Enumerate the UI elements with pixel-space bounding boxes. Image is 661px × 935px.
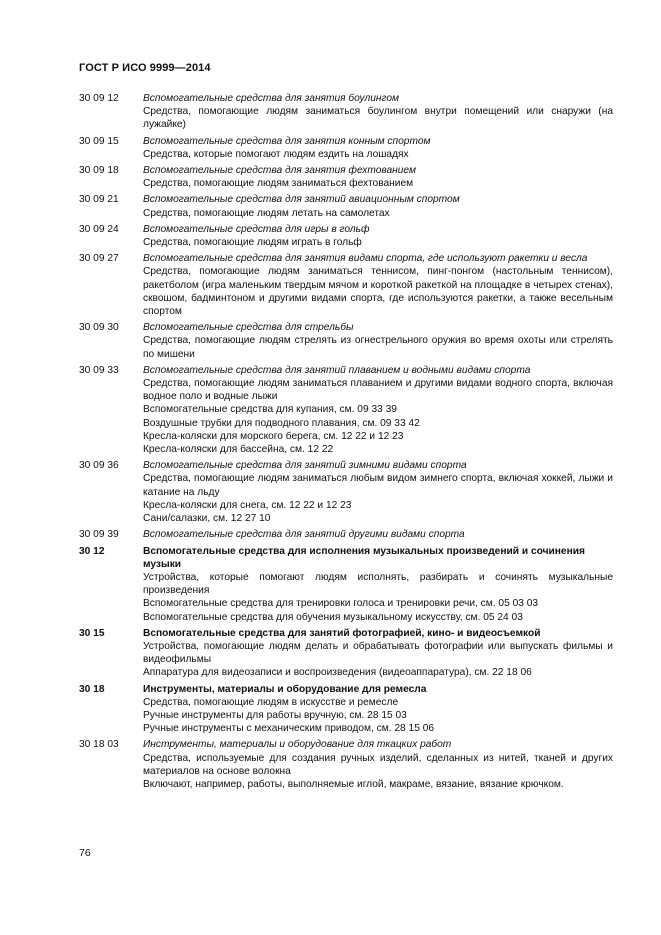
entry-line: Воздушные трубки для подводного плавания, см. 09 33 42: [143, 417, 420, 429]
entry-title: Вспомогательные средства для занятий плаванием и водными видами спорта: [143, 364, 531, 376]
entry-body: [143, 683, 613, 736]
entry-line: Включают, например, работы, выполняемые иглой, макраме, вязание, вязание крючком.: [143, 778, 564, 790]
entry-body: [143, 252, 613, 318]
classification-entry: [79, 683, 613, 736]
entry-line: Вспомогательные средства для обучения музыкальному искусству, см. 05 24 03: [143, 611, 523, 623]
entry-line: Устройства, которые помогают людям исполнять, разбирать и сочинять музыкальные произведения: [143, 571, 613, 597]
entry-line: Сани/салазки, см. 12 27 10: [143, 513, 271, 525]
entry-line: Ручные инструменты с механическим приводом, см. 28 15 06: [143, 723, 435, 735]
entry-code: 30 15: [79, 627, 105, 639]
classification-entry: [79, 252, 613, 318]
entry-title: Инструменты, материалы и оборудование для ткацких работ: [143, 739, 452, 751]
entry-line: Устройства, помогающие людям делать и обрабатывать фотографии или выпускать фильмы и видеофильмы: [143, 640, 613, 666]
entry-line: Средства, помогающие людям в искусстве и ремесле: [143, 696, 399, 708]
classification-list: [79, 92, 613, 794]
entry-body: [143, 321, 613, 361]
entry-body: [143, 459, 613, 525]
entry-body: [143, 528, 613, 541]
entry-line: Средства, помогающие людям заниматься плаванием и другими видами водного спорта, включая водное поло и водные лыжи: [143, 378, 613, 403]
classification-entry: [79, 528, 613, 541]
entry-code: 30 09 30: [79, 322, 119, 334]
classification-entry: [79, 92, 613, 132]
entry-title: Вспомогательные средства для занятия видами спорта, где используют ракетки и весла: [143, 253, 588, 265]
entry-title: Вспомогательные средства для занятий другими видами спорта: [143, 529, 465, 541]
classification-entry: [79, 738, 613, 791]
entry-line: Средства, используемые для создания ручных изделий, сделанных из нитей, тканей и других материалов на основе волокна: [143, 752, 613, 777]
entry-code: 30 12: [79, 545, 105, 557]
entry-code: 30 09 24: [79, 223, 119, 235]
entry-title: Вспомогательные средства для занятия боулингом: [143, 93, 400, 104]
entry-body: [143, 545, 613, 624]
entry-code: 30 18: [79, 683, 105, 695]
entry-body: [143, 738, 613, 791]
entry-line: Средства, которые помогают людям ездить на лошадях: [143, 148, 409, 160]
entry-title: Вспомогательные средства для занятий зимними видами спорта: [143, 460, 467, 472]
entry-body: [143, 164, 613, 190]
entry-code: 30 09 39: [79, 529, 119, 541]
classification-entry: [79, 364, 613, 456]
entry-title: Вспомогательные средства для занятий фотографией, кино- и видеосъемкой: [143, 627, 541, 639]
entry-title: Вспомогательные средства для исполнения музыкальных произведений и сочинения музыки: [143, 545, 585, 570]
entry-title: Вспомогательные средства для игры в гольф: [143, 223, 370, 235]
entry-line: Ручные инструменты для работы вручную, см. 28 15 03: [143, 709, 407, 721]
classification-entry: [79, 193, 613, 219]
entry-code: 30 09 33: [79, 364, 119, 376]
classification-entry: [79, 135, 613, 161]
classification-entry: [79, 545, 613, 624]
entry-title: Вспомогательные средства для стрельбы: [143, 322, 354, 334]
entry-body: [143, 193, 613, 219]
entry-title: Вспомогательные средства для занятия конным спортом: [143, 135, 431, 147]
entry-code: 30 09 15: [79, 135, 119, 147]
entry-body: [143, 223, 613, 249]
entry-line: Средства, помогающие людям стрелять из огнестрельного оружия во время охоты или стрелять по мишени: [143, 335, 613, 360]
entry-body: [143, 364, 613, 456]
entry-line: Средства, помогающие людям заниматься теннисом, пинг-понгом (настольным теннисом), ракетболом (игра маленьким твердым мячом и короткой ракеткой на площадке в четырех стенах), сквошом, бадминтоном и другими видами спорта, где используются ракетки, а также весельным спортом: [143, 266, 613, 318]
entry-body: [143, 135, 613, 161]
entry-code: 30 09 12: [79, 93, 119, 104]
entry-line: Кресла-коляски для снега, см. 12 22 и 12 23: [143, 499, 352, 511]
entry-body: [143, 627, 613, 680]
entry-line: Средства, помогающие людям заниматься фехтованием: [143, 178, 414, 190]
entry-line: Средства, помогающие людям заниматься любым видом зимнего спорта, включая хоккей, лыжи и катание на льду: [143, 473, 613, 498]
document-header: ГОСТ Р ИСО 9999—2014: [79, 62, 211, 74]
entry-title: Инструменты, материалы и оборудование для ремесла: [143, 683, 427, 695]
classification-entry: [79, 164, 613, 190]
entry-line: Аппаратура для видеозаписи и воспроизведения (видеоаппаратура), см. 22 18 06: [143, 667, 532, 679]
entry-code: 30 09 27: [79, 253, 119, 265]
entry-body: [143, 92, 613, 132]
entry-line: Средства, помогающие людям летать на самолетах: [143, 207, 390, 219]
entry-line: Кресла-коляски для морского берега, см. 12 22 и 12 23: [143, 430, 404, 442]
entry-code: 30 09 36: [79, 460, 119, 472]
entry-title: Вспомогательные средства для занятия фехтованием: [143, 165, 416, 177]
entry-line: Средства, помогающие людям играть в гольф: [143, 237, 362, 249]
classification-entry: [79, 223, 613, 249]
entry-code: 30 18 03: [79, 739, 119, 751]
entry-title: Вспомогательные средства для занятий авиационным спортом: [143, 194, 460, 206]
page-number: 76: [79, 847, 91, 859]
classification-entry: [79, 627, 613, 680]
entry-line: Средства, помогающие людям заниматься боулингом внутри помещений или снаружи (на лужайке): [143, 106, 613, 131]
entry-line: Вспомогательные средства для купания, см. 09 33 39: [143, 404, 397, 416]
entry-line: Вспомогательные средства для тренировки голоса и тренировки речи, см. 05 03 03: [143, 598, 539, 610]
entry-code: 30 09 18: [79, 165, 119, 177]
classification-entry: [79, 321, 613, 361]
entry-line: Кресла-коляски для бассейна, см. 12 22: [143, 444, 334, 456]
entry-code: 30 09 21: [79, 194, 119, 206]
classification-entry: [79, 459, 613, 525]
